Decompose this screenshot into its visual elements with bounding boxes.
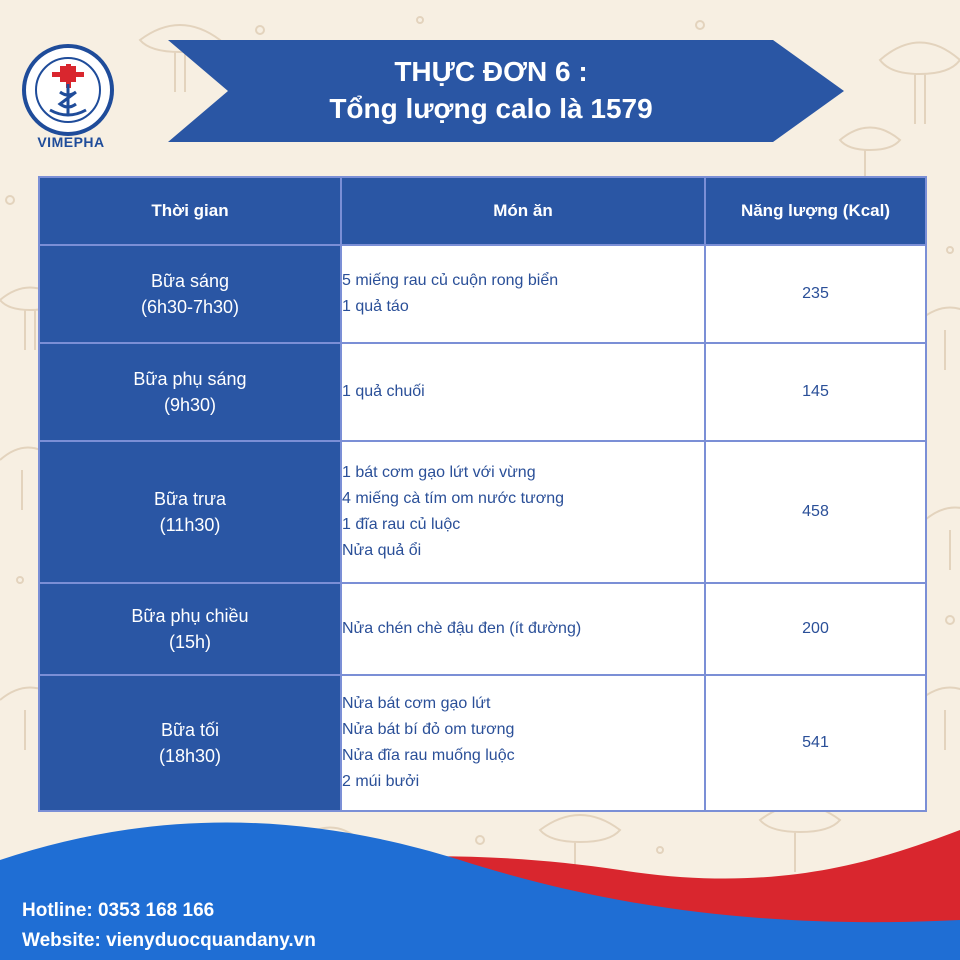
meal-hour: (11h30) <box>159 515 221 535</box>
meal-name: Bữa tối <box>160 720 220 740</box>
meal-time-cell <box>39 675 341 811</box>
meal-hour: (9h30) <box>163 395 217 415</box>
meal-dish-cell <box>341 245 705 343</box>
dish-item: Nửa đĩa rau muống luộc <box>342 747 515 764</box>
meal-kcal-cell: 458 <box>705 441 926 583</box>
meal-dish-cell <box>341 675 705 811</box>
dish-item: 5 miếng rau củ cuộn rong biển <box>342 272 559 289</box>
meal-name: Bữa phụ sáng <box>133 369 247 389</box>
table-row <box>39 583 926 675</box>
footer-website[interactable]: Website: vienyduocquandany.vn <box>22 930 316 951</box>
dish-item: Nửa chén chè đậu đen (ít đường) <box>342 620 582 637</box>
table-header-row <box>39 177 926 245</box>
vimepha-logo-icon <box>22 44 114 136</box>
dish-item: 1 quả táo <box>342 298 409 315</box>
meal-hour: (18h30) <box>158 746 222 766</box>
meal-time-cell <box>39 245 341 343</box>
dish-item: 1 đĩa rau củ luộc <box>342 516 461 533</box>
meal-kcal-cell: 541 <box>705 675 926 811</box>
meal-time-cell <box>39 343 341 441</box>
dish-item: Nửa bát bí đỏ om tương <box>342 721 515 738</box>
meal-kcal-cell: 145 <box>705 343 926 441</box>
table-row <box>39 675 926 811</box>
title-banner-text <box>168 40 844 142</box>
dish-item: 1 bát cơm gạo lứt với vừng <box>342 464 536 481</box>
banner-title: THỰC ĐƠN 6 : <box>394 56 588 87</box>
footer-hotline: Hotline: 0353 168 166 <box>22 900 215 921</box>
dish-item: 4 miếng cà tím om nước tương <box>342 490 565 507</box>
table-row <box>39 343 926 441</box>
table-row <box>39 245 926 343</box>
meal-name: Bữa sáng <box>150 271 230 291</box>
meal-name: Bữa trưa <box>153 489 227 509</box>
header-dish: Món ăn <box>341 177 705 245</box>
meal-kcal-cell: 235 <box>705 245 926 343</box>
logo-text: VIMEPHA <box>37 134 105 150</box>
meal-time-cell <box>39 441 341 583</box>
meal-plan-table <box>38 176 927 812</box>
meal-hour: (6h30-7h30) <box>140 297 240 317</box>
header-kcal: Năng lượng (Kcal) <box>705 177 926 245</box>
header-time: Thời gian <box>39 177 341 245</box>
meal-name: Bữa phụ chiều <box>131 606 249 626</box>
meal-hour: (15h) <box>168 632 212 652</box>
dish-item: Nửa quả ổi <box>342 542 422 559</box>
banner-subtitle: Tổng lượng calo là 1579 <box>329 93 653 124</box>
dish-item: Nửa bát cơm gạo lứt <box>342 695 491 712</box>
meal-dish-cell <box>341 441 705 583</box>
table-row <box>39 441 926 583</box>
meal-time-cell <box>39 583 341 675</box>
meal-dish-cell <box>341 583 705 675</box>
meal-dish-cell <box>341 343 705 441</box>
meal-kcal-cell: 200 <box>705 583 926 675</box>
dish-item: 2 múi bưởi <box>342 773 420 790</box>
dish-item: 1 quả chuối <box>342 383 425 400</box>
